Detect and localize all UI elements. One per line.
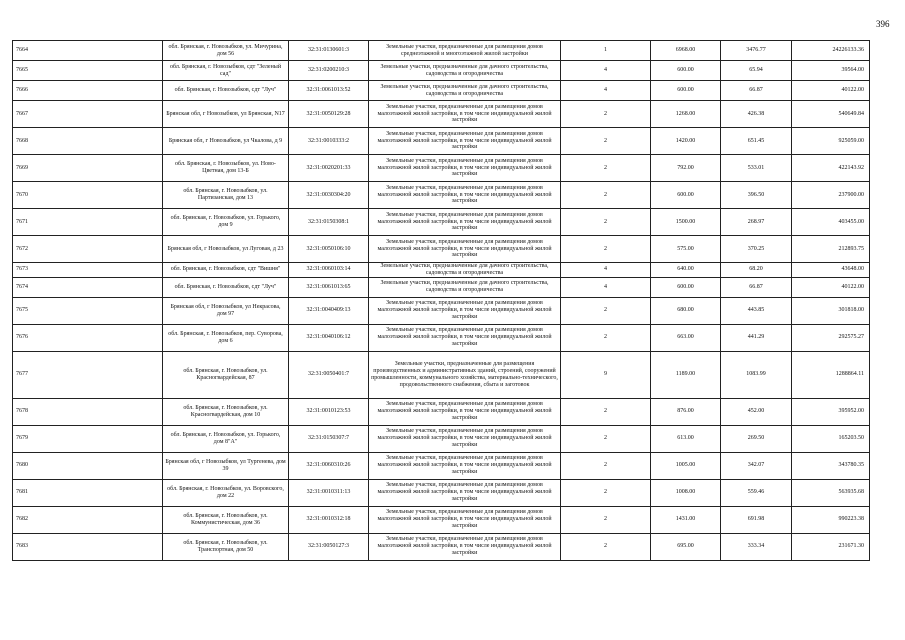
- rate-group-cell: 2: [561, 506, 651, 533]
- row-number-cell: 7668: [13, 128, 163, 155]
- address-cell: обл. Брянская, г. Новозыбков, ул. Ново-Цветная, дом 13-Б: [163, 155, 289, 182]
- cadastral-number-cell: 32:31:0050401:7: [289, 351, 369, 398]
- rate-group-cell: 2: [561, 398, 651, 425]
- cadastral-number-cell: 32:31:0061013:52: [289, 81, 369, 101]
- specific-value-cell: 65.94: [721, 61, 792, 81]
- area-cell: 1420.00: [651, 128, 721, 155]
- cadastral-cost-cell: 990223.38: [792, 506, 870, 533]
- cadastral-number-cell: 32:31:0010333:2: [289, 128, 369, 155]
- cadastral-number-cell: 32:31:0200210:3: [289, 61, 369, 81]
- table-row: [13, 506, 870, 533]
- rate-group-cell: 4: [561, 61, 651, 81]
- rate-group-cell: 2: [561, 425, 651, 452]
- table-row: [13, 452, 870, 479]
- specific-value-cell: 1083.99: [721, 351, 792, 398]
- table-row: [13, 277, 870, 297]
- rate-group-cell: 9: [561, 351, 651, 398]
- specific-value-cell: 66.87: [721, 81, 792, 101]
- area-cell: 1431.00: [651, 506, 721, 533]
- cadastral-number-cell: 32:31:0060103:14: [289, 263, 369, 278]
- cadastral-cost-cell: 403455.00: [792, 209, 870, 236]
- row-number-cell: 7673: [13, 263, 163, 278]
- cadastral-number-cell: 32:31:0150308:1: [289, 209, 369, 236]
- table-row: [13, 41, 870, 61]
- cadastral-valuation-table: [12, 40, 870, 561]
- address-cell: обл. Брянская, г. Новозыбков, ул. Мичурина, дом 56: [163, 41, 289, 61]
- address-cell: обл. Брянская, г. Новозыбков, сдт "Луч": [163, 277, 289, 297]
- land-use-cell: Земельные участки, предназначенные для дачного строительства, садоводства и огородничества: [369, 277, 561, 297]
- specific-value-cell: 333.34: [721, 533, 792, 560]
- row-number-cell: 7681: [13, 479, 163, 506]
- rate-group-cell: 4: [561, 81, 651, 101]
- land-use-cell: Земельные участки, предназначенные для размещения домов малоэтажной жилой застройки, в том числе индивидуальной жилой застройки: [369, 182, 561, 209]
- rate-group-cell: 2: [561, 533, 651, 560]
- specific-value-cell: 533.01: [721, 155, 792, 182]
- specific-value-cell: 396.50: [721, 182, 792, 209]
- area-cell: 792.00: [651, 155, 721, 182]
- area-cell: 876.00: [651, 398, 721, 425]
- rate-group-cell: 2: [561, 155, 651, 182]
- area-cell: 600.00: [651, 182, 721, 209]
- cadastral-cost-cell: 292575.27: [792, 324, 870, 351]
- table-row: [13, 425, 870, 452]
- row-number-cell: 7675: [13, 297, 163, 324]
- specific-value-cell: 452.00: [721, 398, 792, 425]
- cadastral-cost-cell: 563935.68: [792, 479, 870, 506]
- cadastral-cost-cell: 422143.92: [792, 155, 870, 182]
- address-cell: обл. Брянская, г. Новозыбков, сдт "Луч": [163, 81, 289, 101]
- rate-group-cell: 4: [561, 277, 651, 297]
- address-cell: обл. Брянская, г. Новозыбков, пер. Суворова, дом 6: [163, 324, 289, 351]
- area-cell: 1189.00: [651, 351, 721, 398]
- row-number-cell: 7676: [13, 324, 163, 351]
- row-number-cell: 7664: [13, 41, 163, 61]
- cadastral-cost-cell: 212893.75: [792, 236, 870, 263]
- specific-value-cell: 426.38: [721, 101, 792, 128]
- cadastral-number-cell: 32:31:0130601:3: [289, 41, 369, 61]
- area-cell: 1008.00: [651, 479, 721, 506]
- row-number-cell: 7666: [13, 81, 163, 101]
- land-use-cell: Земельные участки, предназначенные для дачного строительства, садоводства и огородничества: [369, 263, 561, 278]
- cadastral-number-cell: 32:31:0150307:7: [289, 425, 369, 452]
- specific-value-cell: 370.25: [721, 236, 792, 263]
- area-cell: 1500.00: [651, 209, 721, 236]
- area-cell: 600.00: [651, 81, 721, 101]
- row-number-cell: 7678: [13, 398, 163, 425]
- cadastral-number-cell: 32:31:0010311:13: [289, 479, 369, 506]
- land-use-cell: Земельные участки, предназначенные для размещения домов малоэтажной жилой застройки, в том числе индивидуальной жилой застройки: [369, 209, 561, 236]
- rate-group-cell: 2: [561, 479, 651, 506]
- row-number-cell: 7671: [13, 209, 163, 236]
- cadastral-number-cell: 32:31:0050106:10: [289, 236, 369, 263]
- area-cell: 663.00: [651, 324, 721, 351]
- address-cell: обл. Брянская, г. Новозыбков, ул. Коммунистическая, дом 36: [163, 506, 289, 533]
- land-use-cell: Земельные участки, предназначенные для размещения домов малоэтажной жилой застройки, в том числе индивидуальной жилой застройки: [369, 479, 561, 506]
- land-use-cell: Земельные участки, предназначенные для размещения домов малоэтажной жилой застройки, в том числе индивидуальной жилой застройки: [369, 533, 561, 560]
- rate-group-cell: 2: [561, 452, 651, 479]
- cadastral-cost-cell: 39564.00: [792, 61, 870, 81]
- rate-group-cell: 2: [561, 182, 651, 209]
- land-use-cell: Земельные участки, предназначенные для размещения домов малоэтажной жилой застройки, в том числе индивидуальной жилой застройки: [369, 128, 561, 155]
- address-cell: обл. Брянская, г. Новозыбков, ул. Горького, дом 8"А": [163, 425, 289, 452]
- address-cell: Брянская обл, г Новозыбков, ул Брянская, N17: [163, 101, 289, 128]
- land-use-cell: Земельные участки, предназначенные для размещения производственных и административных зданий, строений, сооружений промышленности, коммунального хозяйства, материально-технического, продовольственного снабжения, сбыта и заготовок: [369, 351, 561, 398]
- cadastral-cost-cell: 301818.00: [792, 297, 870, 324]
- specific-value-cell: 651.45: [721, 128, 792, 155]
- table-row: [13, 155, 870, 182]
- cadastral-number-cell: 32:31:0010123:53: [289, 398, 369, 425]
- address-cell: Брянская обл, г Новозыбков, ул Луговая, д 23: [163, 236, 289, 263]
- cadastral-cost-cell: 237900.00: [792, 182, 870, 209]
- row-number-cell: 7672: [13, 236, 163, 263]
- cadastral-cost-cell: 925059.00: [792, 128, 870, 155]
- address-cell: Брянская обл, г Новозыбков, ул Тургенева, дом 39: [163, 452, 289, 479]
- address-cell: обл. Брянская, г. Новозыбков, сдт "Вишня": [163, 263, 289, 278]
- rate-group-cell: 2: [561, 128, 651, 155]
- specific-value-cell: 66.87: [721, 277, 792, 297]
- cadastral-number-cell: 32:31:0010312:18: [289, 506, 369, 533]
- land-use-cell: Земельные участки, предназначенные для размещения домов малоэтажной жилой застройки, в том числе индивидуальной жилой застройки: [369, 506, 561, 533]
- specific-value-cell: 342.07: [721, 452, 792, 479]
- table-row: [13, 61, 870, 81]
- table-row: [13, 297, 870, 324]
- table-row: [13, 101, 870, 128]
- address-cell: Брянская обл, г Новозыбков, ул Некрасова, дом 97: [163, 297, 289, 324]
- row-number-cell: 7683: [13, 533, 163, 560]
- table-body: [13, 41, 870, 561]
- rate-group-cell: 2: [561, 236, 651, 263]
- rate-group-cell: 1: [561, 41, 651, 61]
- row-number-cell: 7665: [13, 61, 163, 81]
- area-cell: 1268.00: [651, 101, 721, 128]
- land-use-cell: Земельные участки, предназначенные для размещения домов малоэтажной жилой застройки, в том числе индивидуальной жилой застройки: [369, 297, 561, 324]
- table-row: [13, 263, 870, 278]
- land-use-cell: Земельные участки, предназначенные для дачного строительства, садоводства и огородничества: [369, 81, 561, 101]
- address-cell: обл. Брянская, г. Новозыбков, ул. Красногвардейская, дом 10: [163, 398, 289, 425]
- row-number-cell: 7667: [13, 101, 163, 128]
- cadastral-cost-cell: 540649.84: [792, 101, 870, 128]
- area-cell: 695.00: [651, 533, 721, 560]
- land-use-cell: Земельные участки, предназначенные для размещения домов малоэтажной жилой застройки, в том числе индивидуальной жилой застройки: [369, 398, 561, 425]
- area-cell: 600.00: [651, 61, 721, 81]
- rate-group-cell: 4: [561, 263, 651, 278]
- area-cell: 640.00: [651, 263, 721, 278]
- specific-value-cell: 691.98: [721, 506, 792, 533]
- row-number-cell: 7679: [13, 425, 163, 452]
- land-use-cell: Земельные участки, предназначенные для размещения домов малоэтажной жилой застройки, в том числе индивидуальной жилой застройки: [369, 155, 561, 182]
- address-cell: обл. Брянская, г. Новозыбков, ул. Красногвардейская, 87: [163, 351, 289, 398]
- address-cell: Брянская обл, г Новозыбков, ул Чкалова, д 9: [163, 128, 289, 155]
- table-row: [13, 398, 870, 425]
- address-cell: обл. Брянская, г. Новозыбков, сдт "Зеленый сад": [163, 61, 289, 81]
- table-row: [13, 351, 870, 398]
- specific-value-cell: 269.50: [721, 425, 792, 452]
- land-use-cell: Земельные участки, предназначенные для размещения домов малоэтажной жилой застройки, в том числе индивидуальной жилой застройки: [369, 236, 561, 263]
- table-row: [13, 128, 870, 155]
- land-use-cell: Земельные участки, предназначенные для дачного строительства, садоводства и огородничества: [369, 61, 561, 81]
- cadastral-number-cell: 32:31:0040409:13: [289, 297, 369, 324]
- cadastral-cost-cell: 24226133.36: [792, 41, 870, 61]
- address-cell: обл. Брянская, г. Новозыбков, ул. Партизанская, дом 13: [163, 182, 289, 209]
- cadastral-number-cell: 32:31:0030304:20: [289, 182, 369, 209]
- address-cell: обл. Брянская, г. Новозыбков, ул. Горького, дом 9: [163, 209, 289, 236]
- cadastral-number-cell: 32:31:0050129:28: [289, 101, 369, 128]
- cadastral-cost-cell: 343780.35: [792, 452, 870, 479]
- rate-group-cell: 2: [561, 324, 651, 351]
- cadastral-cost-cell: 395952.00: [792, 398, 870, 425]
- cadastral-cost-cell: 43648.00: [792, 263, 870, 278]
- cadastral-cost-cell: 165203.50: [792, 425, 870, 452]
- table-row: [13, 533, 870, 560]
- cadastral-cost-cell: 1288864.11: [792, 351, 870, 398]
- address-cell: обл. Брянская, г. Новозыбков, ул. Транспортная, дом 50: [163, 533, 289, 560]
- land-use-cell: Земельные участки, предназначенные для размещения домов среднеэтажной и многоэтажной жилой застройки: [369, 41, 561, 61]
- area-cell: 600.00: [651, 277, 721, 297]
- cadastral-cost-cell: 40122.00: [792, 81, 870, 101]
- land-use-cell: Земельные участки, предназначенные для размещения домов малоэтажной жилой застройки, в том числе индивидуальной жилой застройки: [369, 425, 561, 452]
- cadastral-cost-cell: 40122.00: [792, 277, 870, 297]
- specific-value-cell: 441.29: [721, 324, 792, 351]
- table-row: [13, 479, 870, 506]
- cadastral-number-cell: 32:31:0050127:3: [289, 533, 369, 560]
- land-use-cell: Земельные участки, предназначенные для размещения домов малоэтажной жилой застройки, в том числе индивидуальной жилой застройки: [369, 452, 561, 479]
- cadastral-number-cell: 32:31:0061013:65: [289, 277, 369, 297]
- cadastral-number-cell: 32:31:0040106:12: [289, 324, 369, 351]
- page-number: 396: [876, 19, 890, 29]
- area-cell: 680.00: [651, 297, 721, 324]
- row-number-cell: 7677: [13, 351, 163, 398]
- row-number-cell: 7682: [13, 506, 163, 533]
- table-row: [13, 324, 870, 351]
- table-row: [13, 81, 870, 101]
- row-number-cell: 7680: [13, 452, 163, 479]
- area-cell: 575.00: [651, 236, 721, 263]
- rate-group-cell: 2: [561, 297, 651, 324]
- row-number-cell: 7669: [13, 155, 163, 182]
- row-number-cell: 7674: [13, 277, 163, 297]
- land-use-cell: Земельные участки, предназначенные для размещения домов малоэтажной жилой застройки, в том числе индивидуальной жилой застройки: [369, 324, 561, 351]
- rate-group-cell: 2: [561, 209, 651, 236]
- address-cell: обл. Брянская, г. Новозыбков, ул. Воровского, дом 22: [163, 479, 289, 506]
- table-row: [13, 236, 870, 263]
- rate-group-cell: 2: [561, 101, 651, 128]
- area-cell: 6968.00: [651, 41, 721, 61]
- specific-value-cell: 443.85: [721, 297, 792, 324]
- table-row: [13, 182, 870, 209]
- row-number-cell: 7670: [13, 182, 163, 209]
- cadastral-number-cell: 32:31:0060310:26: [289, 452, 369, 479]
- table-row: [13, 209, 870, 236]
- area-cell: 1005.00: [651, 452, 721, 479]
- cadastral-number-cell: 32:31:0020201:33: [289, 155, 369, 182]
- specific-value-cell: 268.97: [721, 209, 792, 236]
- area-cell: 613.00: [651, 425, 721, 452]
- specific-value-cell: 68.20: [721, 263, 792, 278]
- specific-value-cell: 559.46: [721, 479, 792, 506]
- land-use-cell: Земельные участки, предназначенные для размещения домов малоэтажной жилой застройки, в том числе индивидуальной жилой застройки: [369, 101, 561, 128]
- cadastral-cost-cell: 231671.30: [792, 533, 870, 560]
- specific-value-cell: 3476.77: [721, 41, 792, 61]
